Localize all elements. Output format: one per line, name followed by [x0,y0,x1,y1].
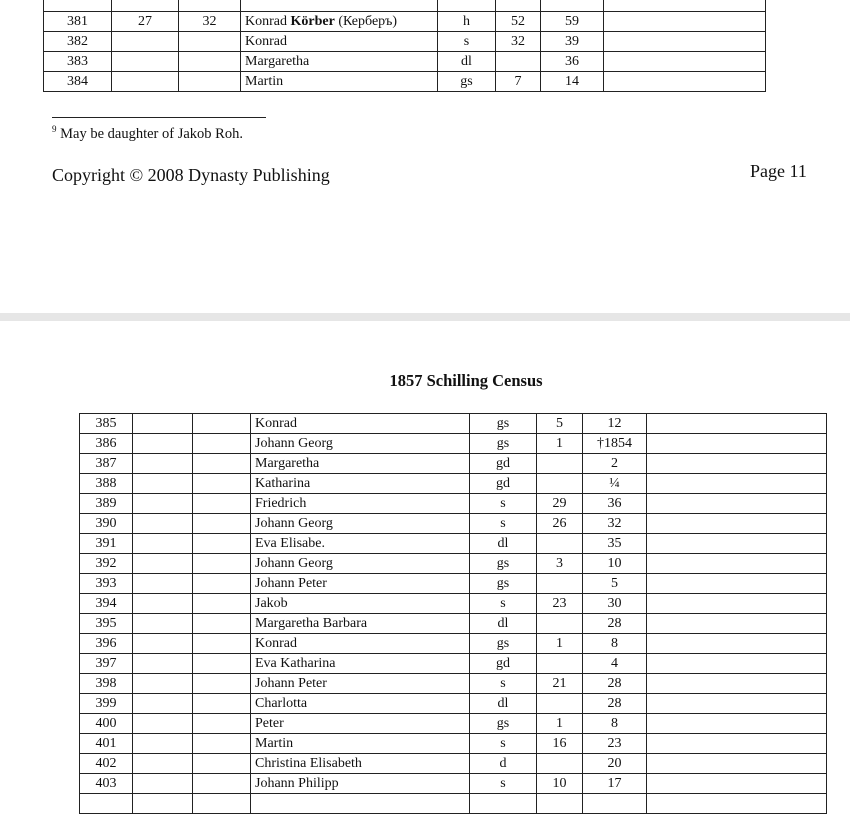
notes-cell [604,52,766,72]
name-cell: Konrad [251,634,470,654]
notes-cell [647,694,827,714]
relationship-cell: gs [438,72,496,92]
age-1857-cell: 8 [583,714,647,734]
notes-cell [647,554,827,574]
name-cell: Peter [251,714,470,734]
household-number-cell [133,514,193,534]
row-number-cell: 381 [44,12,112,32]
relationship-cell: gd [470,454,537,474]
age-1857-cell: ¼ [583,474,647,494]
notes-cell [647,474,827,494]
family-number-cell [193,694,251,714]
age-1857-cell: 36 [583,494,647,514]
row-number-cell: 399 [80,694,133,714]
household-number-cell [133,614,193,634]
name-cell: Margaretha [251,454,470,474]
age-1857-cell: 36 [541,52,604,72]
name-cell: Johann Peter [251,574,470,594]
household-number-cell [133,434,193,454]
age-1857-cell: 30 [583,594,647,614]
family-number-cell [179,32,241,52]
household-number-cell [133,734,193,754]
family-number-cell [179,52,241,72]
row-number-cell: 403 [80,774,133,794]
age-1850-cell [537,654,583,674]
table-row [80,614,827,634]
name-cell: Christina Elisabeth [251,754,470,774]
age-1857-cell: 35 [583,534,647,554]
family-number-cell [193,454,251,474]
household-number-cell [112,72,179,92]
table-row [44,32,766,52]
age-1850-cell [537,754,583,774]
relationship-cell: s [470,494,537,514]
relationship-cell: gs [470,554,537,574]
family-number-cell [193,614,251,634]
notes-cell [647,594,827,614]
footnote-divider [52,117,266,118]
table-row [80,754,827,774]
table-row [80,694,827,714]
age-1850-cell [496,52,541,72]
name-cell: Margaretha Barbara [251,614,470,634]
age-1850-cell: 7 [496,72,541,92]
family-number-cell [193,474,251,494]
row-number-cell: 400 [80,714,133,734]
name-cell: Jakob [251,594,470,614]
household-number-cell [133,674,193,694]
notes-cell [647,634,827,654]
household-number-cell [133,754,193,774]
page-title: 1857 Schilling Census [389,371,543,390]
name-cell: Johann Georg [251,434,470,454]
row-number-cell: 385 [80,414,133,434]
table-row [80,534,827,554]
family-number-cell [193,634,251,654]
name-cell: Johann Philipp [251,774,470,794]
notes-cell [647,434,827,454]
age-1857-cell: 14 [541,72,604,92]
document-page-11 [0,0,850,313]
family-number-cell [193,714,251,734]
relationship-cell: s [470,594,537,614]
table-row [80,674,827,694]
row-number-cell: 392 [80,554,133,574]
name-cell: Johann Georg [251,514,470,534]
notes-cell [647,674,827,694]
age-1850-cell: 1 [537,714,583,734]
footnote-text: May be daughter of Jakob Roh. [60,125,243,142]
age-1850-cell [537,454,583,474]
empty-cell [647,794,827,814]
notes-cell [647,654,827,674]
notes-cell [647,754,827,774]
family-number-cell [193,494,251,514]
relationship-cell: s [470,674,537,694]
household-number-cell: 27 [112,12,179,32]
relationship-cell: dl [438,52,496,72]
name-cell: Katharina [251,474,470,494]
age-1850-cell: 1 [537,634,583,654]
relationship-cell: s [470,774,537,794]
table-row [80,594,827,614]
notes-cell [647,454,827,474]
given-name: Konrad [245,14,287,29]
census-table-page-11 [43,0,766,92]
name-cell: Konrad [251,414,470,434]
row-number-cell: 398 [80,674,133,694]
relationship-cell: s [438,32,496,52]
relationship-cell: gs [470,414,537,434]
empty-cell [583,794,647,814]
age-1850-cell: 10 [537,774,583,794]
notes-cell [647,514,827,534]
row-number-cell: 388 [80,474,133,494]
age-1857-cell: 10 [583,554,647,574]
row-number-cell: 394 [80,594,133,614]
name-cell: Eva Katharina [251,654,470,674]
household-number-cell [133,654,193,674]
row-number-cell: 402 [80,754,133,774]
name-cell: Martin [251,734,470,754]
age-1850-cell: 26 [537,514,583,534]
notes-cell [604,12,766,32]
name-cell [241,32,438,52]
household-number-cell [133,694,193,714]
age-1850-cell: 52 [496,12,541,32]
age-1850-cell [537,694,583,714]
household-number-cell [133,454,193,474]
household-number-cell [112,52,179,72]
age-1850-cell [537,574,583,594]
age-1850-cell: 3 [537,554,583,574]
relationship-cell: dl [470,694,537,714]
document-page-12 [0,321,850,800]
relationship-cell: h [438,12,496,32]
table-row-partial [80,794,827,814]
given-name: Konrad [245,34,287,49]
age-1857-cell: 59 [541,12,604,32]
row-number-cell: 393 [80,574,133,594]
family-number-cell [193,514,251,534]
footnote [52,124,243,143]
row-number-cell: 387 [80,454,133,474]
notes-cell [647,574,827,594]
notes-cell [647,534,827,554]
page-number: Page 11 [750,161,807,181]
row-number-cell: 395 [80,614,133,634]
age-1857-cell: 28 [583,674,647,694]
relationship-cell: gd [470,474,537,494]
table-row [44,12,766,32]
row-number-cell: 390 [80,514,133,534]
table-row [80,654,827,674]
name-cell [241,12,438,32]
household-number-cell [133,634,193,654]
name-cell: Charlotta [251,694,470,714]
page-separator [0,313,850,321]
age-1850-cell: 5 [537,414,583,434]
household-number-cell [133,554,193,574]
relationship-cell: gs [470,634,537,654]
notes-cell [647,614,827,634]
family-number-cell [193,534,251,554]
family-number-cell: 32 [179,12,241,32]
cyrillic-surname: (Керберъ) [338,14,398,29]
empty-cell [537,794,583,814]
given-name: Martin [245,74,284,89]
family-number-cell [193,774,251,794]
notes-cell [647,774,827,794]
row-number-cell: 397 [80,654,133,674]
household-number-cell [133,594,193,614]
household-number-cell [112,32,179,52]
copyright-notice: Copyright © 2008 Dynasty Publishing [52,165,330,185]
family-number-cell [179,72,241,92]
table-row [80,514,827,534]
age-1850-cell: 16 [537,734,583,754]
family-number-cell [193,594,251,614]
table-row [80,474,827,494]
table-row [80,574,827,594]
table-row [80,734,827,754]
table-row [80,454,827,474]
age-1857-cell: 23 [583,734,647,754]
row-number-cell: 386 [80,434,133,454]
notes-cell [604,72,766,92]
empty-cell [193,794,251,814]
relationship-cell: dl [470,534,537,554]
age-1857-cell: 4 [583,654,647,674]
name-cell: Eva Elisabe. [251,534,470,554]
family-number-cell [193,754,251,774]
table-row [44,52,766,72]
household-number-cell [133,494,193,514]
age-1857-cell: 2 [583,454,647,474]
table-row [80,634,827,654]
age-1850-cell: 1 [537,434,583,454]
age-1850-cell: 32 [496,32,541,52]
family-number-cell [193,674,251,694]
table-row [44,72,766,92]
name-cell: Johann Georg [251,554,470,574]
relationship-cell: gs [470,714,537,734]
footnote-number: 9 [52,124,57,134]
family-number-cell [193,734,251,754]
age-1857-cell: 28 [583,614,647,634]
age-1850-cell [537,474,583,494]
relationship-cell: s [470,734,537,754]
age-1857-cell: 17 [583,774,647,794]
row-number-cell: 384 [44,72,112,92]
age-1857-cell: 32 [583,514,647,534]
name-cell [241,52,438,72]
relationship-cell: dl [470,614,537,634]
name-cell [241,72,438,92]
age-1857-cell: 39 [541,32,604,52]
age-1850-cell: 29 [537,494,583,514]
empty-cell [80,794,133,814]
household-number-cell [133,414,193,434]
age-1850-cell [537,614,583,634]
relationship-cell: gs [470,434,537,454]
row-number-cell: 382 [44,32,112,52]
table-row [80,434,827,454]
family-number-cell [193,554,251,574]
empty-cell [470,794,537,814]
notes-cell [647,734,827,754]
row-number-cell: 396 [80,634,133,654]
household-number-cell [133,534,193,554]
census-table-page-12 [79,413,827,814]
row-number-cell: 389 [80,494,133,514]
household-number-cell [133,574,193,594]
empty-cell [133,794,193,814]
notes-cell [647,714,827,734]
household-number-cell [133,714,193,734]
table-row-partial [44,0,766,12]
notes-cell [604,32,766,52]
age-1857-cell: 12 [583,414,647,434]
table-row [80,414,827,434]
age-1850-cell: 23 [537,594,583,614]
age-1857-cell: †1854 [583,434,647,454]
notes-cell [647,414,827,434]
name-cell: Johann Peter [251,674,470,694]
empty-cell [251,794,470,814]
age-1850-cell [537,534,583,554]
relationship-cell: gs [470,574,537,594]
relationship-cell: d [470,754,537,774]
age-1857-cell: 20 [583,754,647,774]
family-number-cell [193,574,251,594]
age-1857-cell: 8 [583,634,647,654]
household-number-cell [133,474,193,494]
family-number-cell [193,654,251,674]
age-1850-cell: 21 [537,674,583,694]
row-number-cell: 401 [80,734,133,754]
age-1857-cell: 28 [583,694,647,714]
age-1857-cell: 5 [583,574,647,594]
table-row [80,774,827,794]
table-row [80,554,827,574]
row-number-cell: 383 [44,52,112,72]
table-row [80,494,827,514]
relationship-cell: gd [470,654,537,674]
row-number-cell: 391 [80,534,133,554]
name-cell: Friedrich [251,494,470,514]
family-number-cell [193,434,251,454]
given-name: Margaretha [245,54,310,69]
surname: Körber [290,14,335,29]
notes-cell [647,494,827,514]
family-number-cell [193,414,251,434]
table-row [80,714,827,734]
relationship-cell: s [470,514,537,534]
household-number-cell [133,774,193,794]
